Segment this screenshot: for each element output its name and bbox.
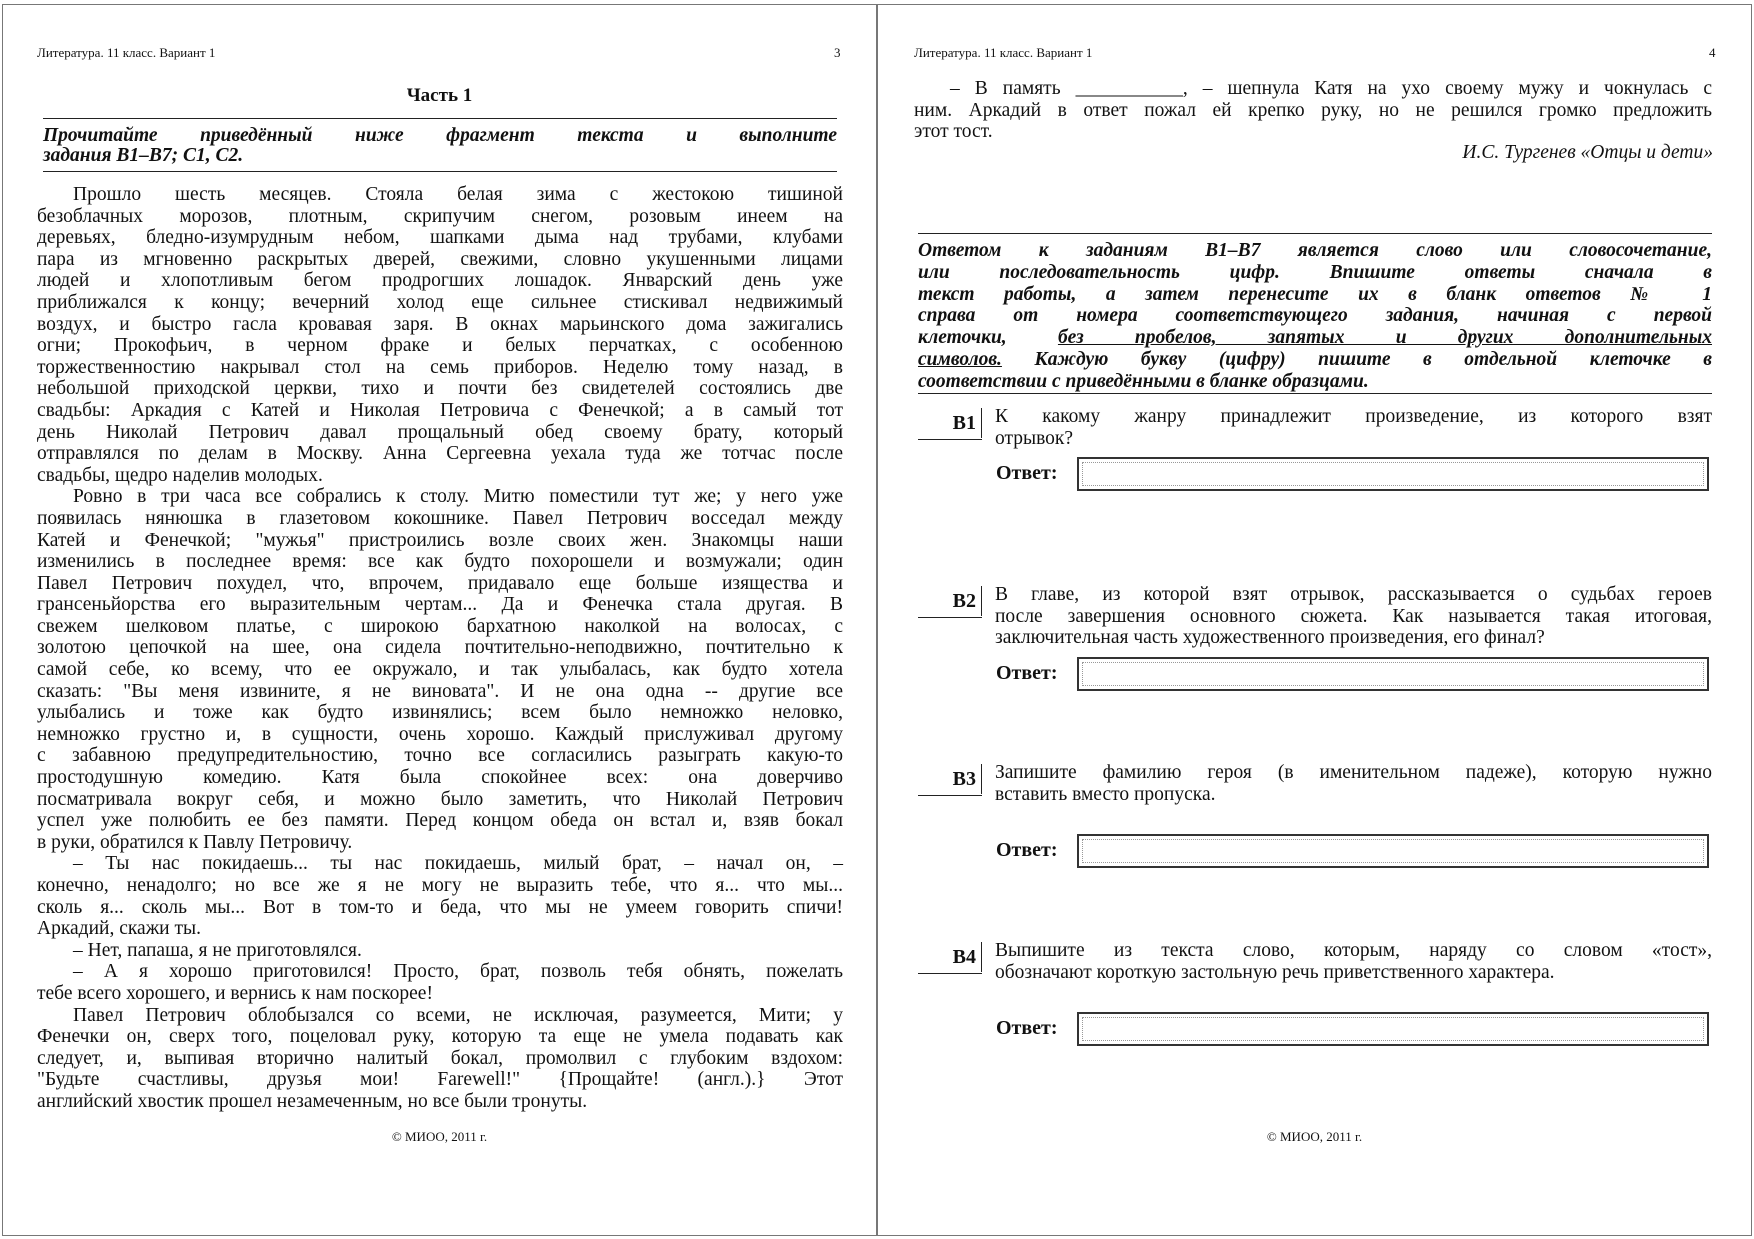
question-text [995,406,1712,449]
text-line: людей и хлопотливым бегом продрогших лошадок. Январский день уже [37,270,843,292]
instruction-line: текст работы, а затем перенесите их в бланк ответов № 1 [918,283,1712,305]
text-line: К какому жанру принадлежит произведение, из которого взят [995,406,1712,427]
divider [918,393,1712,394]
text-line: заключительная часть художественного произведения, его финал? [995,627,1545,649]
text-line: свадьбы, щедро наделив молодых. [37,464,323,486]
attribution: И.С. Тургенев «Отцы и дети» [1462,142,1713,163]
text-line: этот тост. [914,121,993,143]
text-line: Прошло шесть месяцев. Стояла белая зима с жестокою тишиной [73,184,843,205]
question-separator [981,942,982,972]
question-text [995,940,1712,983]
instruction-line: справа от номера соответствующего задания, начиная с первой [918,305,1712,327]
text-line: отправлялся по делам в Москву. Анна Сергеевна уехала туда же тотчас после [37,443,843,465]
copyright-footer: © МИОО, 2011 г. [391,1129,488,1144]
question-separator [981,586,982,616]
text-line: воздух, и быстро гасла кровавая заря. В окнах марьинского дома зажигались [37,313,843,335]
text-line: деревьях, бледно-изумрудным небом, шапками дыма над трубами, клубами [37,227,843,249]
instruction-line: задания B1–B7; C1, C2. [43,145,244,166]
text-line: отрывок? [995,427,1074,449]
text-line: Ровно в три часа все собрались к столу. Митю поместили тут же; у него уже [73,486,843,508]
page-header: Литература. 11 класс. Вариант 1 [37,45,216,60]
text-line: успел уже полюбить ее без памяти. Перед концом обеда он встал и, взяв бокал [37,810,843,832]
instruction-line: Прочитайте приведённый ниже фрагмент текста и выполните [43,125,837,146]
text-line: появилась нянюшка в глазетовом кокошнике. Павел Петрович восседал между [37,507,843,529]
instruction-line [918,327,1712,349]
paragraph [37,961,843,1004]
answer-instructions [918,240,1712,393]
question-label-b2: B2 [918,586,982,618]
question-separator [981,764,982,794]
task-instruction [43,126,837,166]
text-line: Запишите фамилию героя (в именительном падеже), которую нужно [995,762,1712,783]
text-line: Катей и Фенечкой; "мужья" пристроились возле своих жен. Знакомцы наши [37,529,843,551]
question-label-b3: B3 [918,764,982,796]
text-line: самой себе, ко всему, что ее окружало, и так улыбалась, как будто хотела [37,659,843,681]
text-line: Аркадий, скажи ты. [37,918,201,940]
answer-field-b4[interactable] [1077,1012,1709,1046]
text-line: – В память ___________, – шепнула Катя на ухо своему мужу и чокнулась с [950,78,1712,99]
paragraph [37,486,843,853]
text-line: безоблачных морозов, плотным, скрипучим снегом, розовым инеем на [37,205,843,227]
text-line: Выпишите из текста слово, которым, наряду со словом «тост», [995,940,1712,961]
instruction-line: соответствии с приведёнными в бланке образцами. [918,370,1369,392]
text-line: приближался к концу; вечерний холод еще сильнее стискивал недвижимый [37,291,843,313]
text-line: – Ты нас покидаешь... ты нас покидаешь, милый брат, – начал он, – [73,853,843,875]
underlined-text: без пробелов, запятых и других дополнительных [1057,327,1712,349]
text-line: свадьбы: Аркадия с Катей и Николая Петровича с Фенечкой; а в самый тот [37,399,843,421]
text-line: конечно, ненадолго; но все же я не могу не выразить тебе, что я... что мы... [37,875,843,896]
text-line: вставить вместо пропуска. [995,783,1216,805]
text-line: В главе, из которой взят отрывок, рассказывается о судьбах героев [995,584,1712,605]
literary-excerpt [37,184,843,1113]
instruction-text: Каждую букву (цифру) пишите в отдельной клеточке в [1001,348,1712,370]
part-title: Часть 1 [406,85,473,106]
instruction-line: или последовательность цифр. Впишите ответы сначала в [918,261,1712,283]
page-3 [2,4,877,1236]
text-line: сколь я... сколь мы... Вот в том-то и беда, что мы не умеем говорить спичи! [37,896,843,918]
divider [43,171,837,172]
instruction-text: клеточки, [918,327,1058,349]
text-line: грансеньйорства его выразительным чертам... Да и Фенечка стала другая. В [37,594,843,616]
text-line: день Николай Петрович давал прощальный обед своему брату, который [37,421,843,443]
text-line: обозначают короткую застольную речь приветственного характера. [995,961,1555,983]
instruction-line [918,349,1712,371]
underlined-text: символов. [918,348,1002,370]
answer-label: Ответ: [996,1017,1058,1039]
page-number: 4 [1709,45,1716,60]
text-line: небольшой приходской церкви, тихо и почти без свидетелей состоялись две [37,378,843,400]
divider [918,233,1712,234]
text-line: улыбались и тоже как будто извинялись; всем было немножко неловко, [37,702,843,724]
text-line: ним. Аркадий в ответ пожал ей крепко руку, но не решился громко предложить [914,99,1712,121]
text-line: – А я хорошо приготовился! Просто, брат, позволь тебя обнять, пожелать [73,961,843,983]
text-line: пара из мгновенно раскрытых дверей, свежими, словно укушенными лицами [37,248,843,270]
divider [43,118,837,119]
question-label-b4: B4 [918,942,982,974]
text-line: английский хвостик прошел незамеченным, но все были тронуты. [37,1090,588,1112]
text-line: после завершения основного сюжета. Как называется такая итоговая, [995,605,1712,627]
instruction-line: Ответом к заданиям B1–B7 является слово или словосочетание, [918,240,1712,261]
answer-field-b3[interactable] [1077,834,1709,868]
text-line: сказать: "Вы меня извините, я не виновата". И не она одна -- другие все [37,680,843,702]
text-line: изменились в последнее время: все как будто похорошели и возмужали; один [37,551,843,573]
text-line: огни; Прокофьич, в черном фраке и белых перчатках, с особенною [37,335,843,357]
answer-label: Ответ: [996,662,1058,684]
copyright-footer: © МИОО, 2011 г. [1266,1129,1363,1144]
paragraph [37,184,843,486]
text-line: свежем шелковом платье, с широкою бархатною наколкой на волосах, с [37,615,843,637]
paragraph [37,940,843,962]
text-line: "Будьте счастливы, друзья мои! Farewell!" {Прощайте! (англ.).} Этот [37,1069,843,1091]
text-line: Фенечки он, сверх того, поцеловал руку, которую та еще не умела подавать как [37,1026,843,1048]
answer-field-b1[interactable] [1077,457,1709,491]
question-separator [981,408,982,438]
question-label-b1: B1 [918,408,982,440]
paragraph [37,853,843,939]
text-line: – Нет, папаша, я не приготовлялся. [73,939,362,961]
page-number: 3 [834,45,841,60]
question-text [995,584,1712,649]
answer-label: Ответ: [996,839,1058,861]
text-line: следует, и, выпивая вторично налитый бокал, промолвил с глубоким вздохом: [37,1047,843,1069]
answer-label: Ответ: [996,462,1058,484]
answer-field-b2[interactable] [1077,657,1709,691]
text-line: золотою цепочкой на шее, она сидела почтительно-неподвижно, почтительно к [37,637,843,659]
page-header: Литература. 11 класс. Вариант 1 [914,45,1093,60]
question-text [995,762,1712,805]
text-line: простодушную комедию. Катя была спокойнее всех: она доверчиво [37,767,843,789]
paragraph [37,1005,843,1113]
text-line: Павел Петрович облобызался со всеми, не исключая, разумеется, Мити; у [73,1004,843,1026]
text-line: посматривала вокруг себя, и можно было заметить, что Николай Петрович [37,788,843,810]
text-line: торжественностию накрывал стол на семь приборов. Неделю тому назад, в [37,356,843,378]
page-4 [877,4,1752,1236]
text-line: немножко грустно и, в сущности, очень хорошо. Каждый прислуживал другому [37,723,843,745]
text-line: в руки, обратился к Павлу Петровичу. [37,831,353,853]
text-line: с забавною предупредительностию, точно все согласились разыграть какую-то [37,745,843,767]
text-line: Павел Петрович похудел, что, впрочем, придавало еще больше изящества и [37,572,843,594]
text-line: тебе всего хорошего, и вернись к нам поскорее! [37,982,433,1004]
excerpt-continuation [914,78,1712,143]
